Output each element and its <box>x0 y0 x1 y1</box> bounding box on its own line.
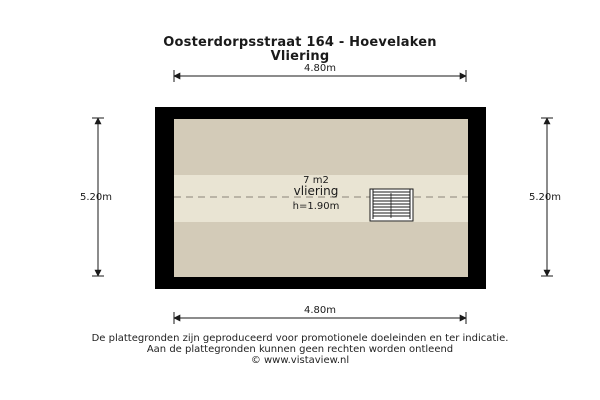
room-height-label: h=1.90m <box>292 201 340 212</box>
room-area-label: 7 m2 <box>303 175 329 186</box>
room-name-label: vliering <box>293 184 339 198</box>
disclaimer-line-2: Aan de plattegronden kunnen geen rechten worden ontleend <box>146 344 454 355</box>
dimension-bottom-label: 4.80m <box>303 305 337 316</box>
dimension-right <box>529 118 561 276</box>
plan-address-title: Oosterdorpsstraat 164 - Hoevelaken <box>163 35 437 50</box>
disclaimer-line-1: De plattegronden zijn geproduceerd voor promotionele doeleinden en ter indicatie. <box>91 333 509 344</box>
plan-floor-title: Vliering <box>270 49 330 64</box>
stairs-icon <box>370 189 413 221</box>
dimension-top <box>174 63 466 82</box>
dimension-bottom <box>174 305 466 324</box>
dimension-left <box>80 118 112 276</box>
dimension-left-label: 5.20m <box>79 192 113 203</box>
dimension-right-label: 5.20m <box>528 192 562 203</box>
dimension-top-label: 4.80m <box>303 63 337 74</box>
copyright-line: © www.vistaview.nl <box>250 355 350 366</box>
